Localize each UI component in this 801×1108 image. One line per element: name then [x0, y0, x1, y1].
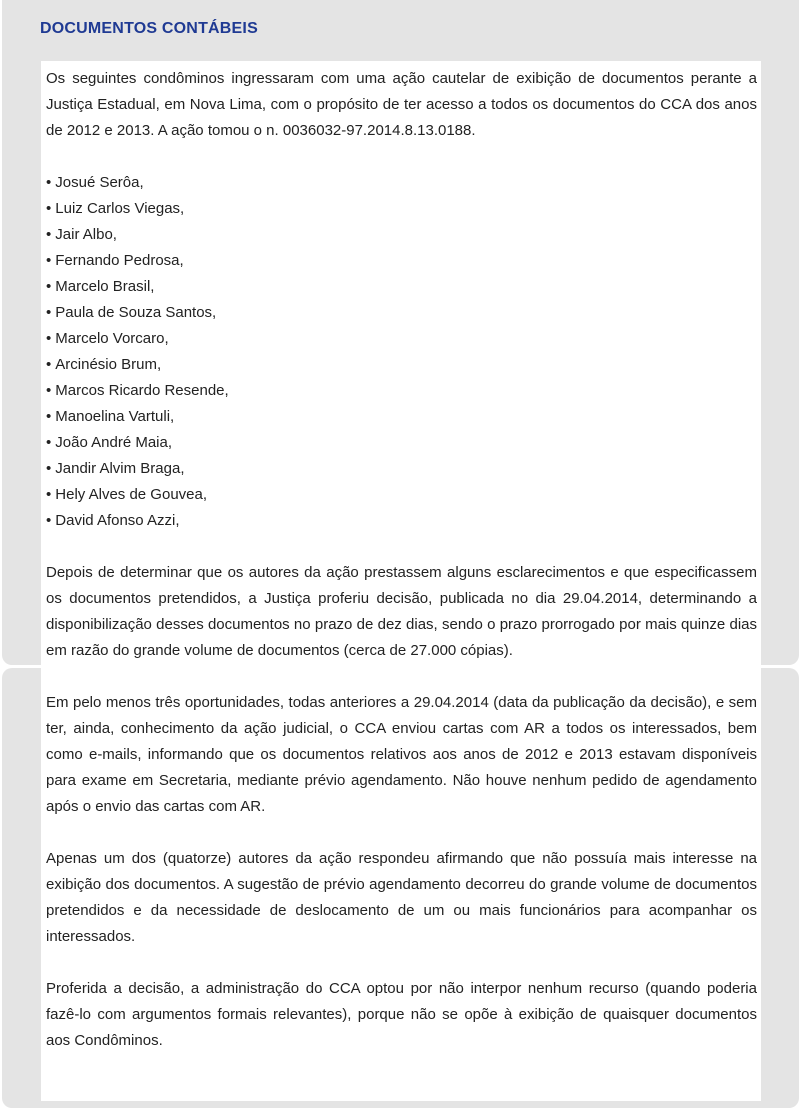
- bullet-icon: •: [46, 226, 52, 243]
- list-item: [46, 196, 757, 222]
- bullet-icon: •: [46, 174, 52, 191]
- bullet-icon: •: [46, 356, 52, 373]
- plaintiff-name: Fernando Pedrosa,: [55, 252, 184, 269]
- bullet-icon: •: [46, 434, 52, 451]
- plaintiff-name: Marcos Ricardo Resende,: [55, 382, 229, 399]
- plaintiff-name: Marcelo Vorcaro,: [55, 330, 169, 347]
- list-item: [46, 482, 757, 508]
- list-item: [46, 456, 757, 482]
- spacer: [46, 534, 757, 560]
- plaintiff-name: Paula de Souza Santos,: [55, 304, 217, 321]
- list-item: [46, 508, 757, 534]
- spacer: [46, 144, 757, 170]
- plaintiff-name: Arcinésio Brum,: [55, 356, 162, 373]
- bullet-icon: •: [46, 460, 52, 477]
- spacer: [46, 664, 757, 690]
- plaintiff-name: Josué Serôa,: [55, 174, 144, 191]
- plaintiff-name: João André Maia,: [55, 434, 173, 451]
- list-item: [46, 430, 757, 456]
- plaintiff-name: Hely Alves de Gouvea,: [55, 486, 208, 503]
- list-item: [46, 404, 757, 430]
- paragraph-letters: Em pelo menos três oportunidades, todas anteriores a 29.04.2014 (data da publicação da decisão), e sem ter, ainda, conhecimento da ação judicial, o CCA enviou cartas com AR a todos os interessados, bem como e-mails, informando que os documentos relativos aos anos de 2012 e 2013 estavam disponíveis para exame em Secretaria, mediante prévio agendamento. Não houve nenhum pedido de agendamento após o envio das cartas com AR.: [46, 694, 757, 815]
- bullet-icon: •: [46, 486, 52, 503]
- bullet-icon: •: [46, 512, 52, 529]
- spacer: [46, 950, 757, 976]
- bullet-icon: •: [46, 330, 52, 347]
- list-item: [46, 326, 757, 352]
- plaintiff-name: Manoelina Vartuli,: [55, 408, 175, 425]
- paragraph-no-appeal: Proferida a decisão, a administração do CCA optou por não interpor nenhum recurso (quando poderia fazê-lo com argumentos formais relevantes), porque não se opõe à exibição de quaisquer documentos aos Condôminos.: [46, 980, 757, 1049]
- bullet-icon: •: [46, 408, 52, 425]
- list-item: [46, 274, 757, 300]
- page-title: DOCUMENTOS CONTÁBEIS: [40, 20, 258, 37]
- plaintiff-name: Luiz Carlos Viegas,: [55, 200, 185, 217]
- plaintiff-name: Marcelo Brasil,: [55, 278, 155, 295]
- list-item: [46, 378, 757, 404]
- bullet-icon: •: [46, 382, 52, 399]
- list-item: [46, 248, 757, 274]
- spacer: [46, 820, 757, 846]
- bullet-icon: •: [46, 200, 52, 217]
- list-item: [46, 352, 757, 378]
- plaintiffs-list: [46, 170, 757, 534]
- bullet-icon: •: [46, 252, 52, 269]
- paragraph-reply: Apenas um dos (quatorze) autores da ação respondeu afirmando que não possuía mais interesse na exibição dos documentos. A sugestão de prévio agendamento decorreu do grande volume de documentos pretendidos e da necessidade de deslocamento de um ou mais funcionários para acompanhar os interessados.: [46, 850, 757, 945]
- plaintiff-name: David Afonso Azzi,: [55, 512, 180, 529]
- bullet-icon: •: [46, 278, 52, 295]
- bullet-icon: •: [46, 304, 52, 321]
- paragraph-decision: Depois de determinar que os autores da ação prestassem alguns esclarecimentos e que especificassem os documentos pretendidos, a Justiça proferiu decisão, publicada no dia 29.04.2014, determinando a disponibilização desses documentos no prazo de dez dias, sendo o prazo prorrogado por mais quinze dias em razão do grande volume de documentos (cerca de 27.000 cópias).: [46, 564, 757, 659]
- intro-paragraph: Os seguintes condôminos ingressaram com uma ação cautelar de exibição de documentos perante a Justiça Estadual, em Nova Lima, com o propósito de ter acesso a todos os documentos do CCA dos anos de 2012 e 2013. A ação tomou o n. 0036032-97.2014.8.13.0188.: [46, 70, 757, 139]
- plaintiff-name: Jair Albo,: [55, 226, 117, 243]
- plaintiff-name: Jandir Alvim Braga,: [55, 460, 185, 477]
- article-body: [41, 61, 761, 1101]
- list-item: [46, 222, 757, 248]
- list-item: [46, 300, 757, 326]
- list-item: [46, 170, 757, 196]
